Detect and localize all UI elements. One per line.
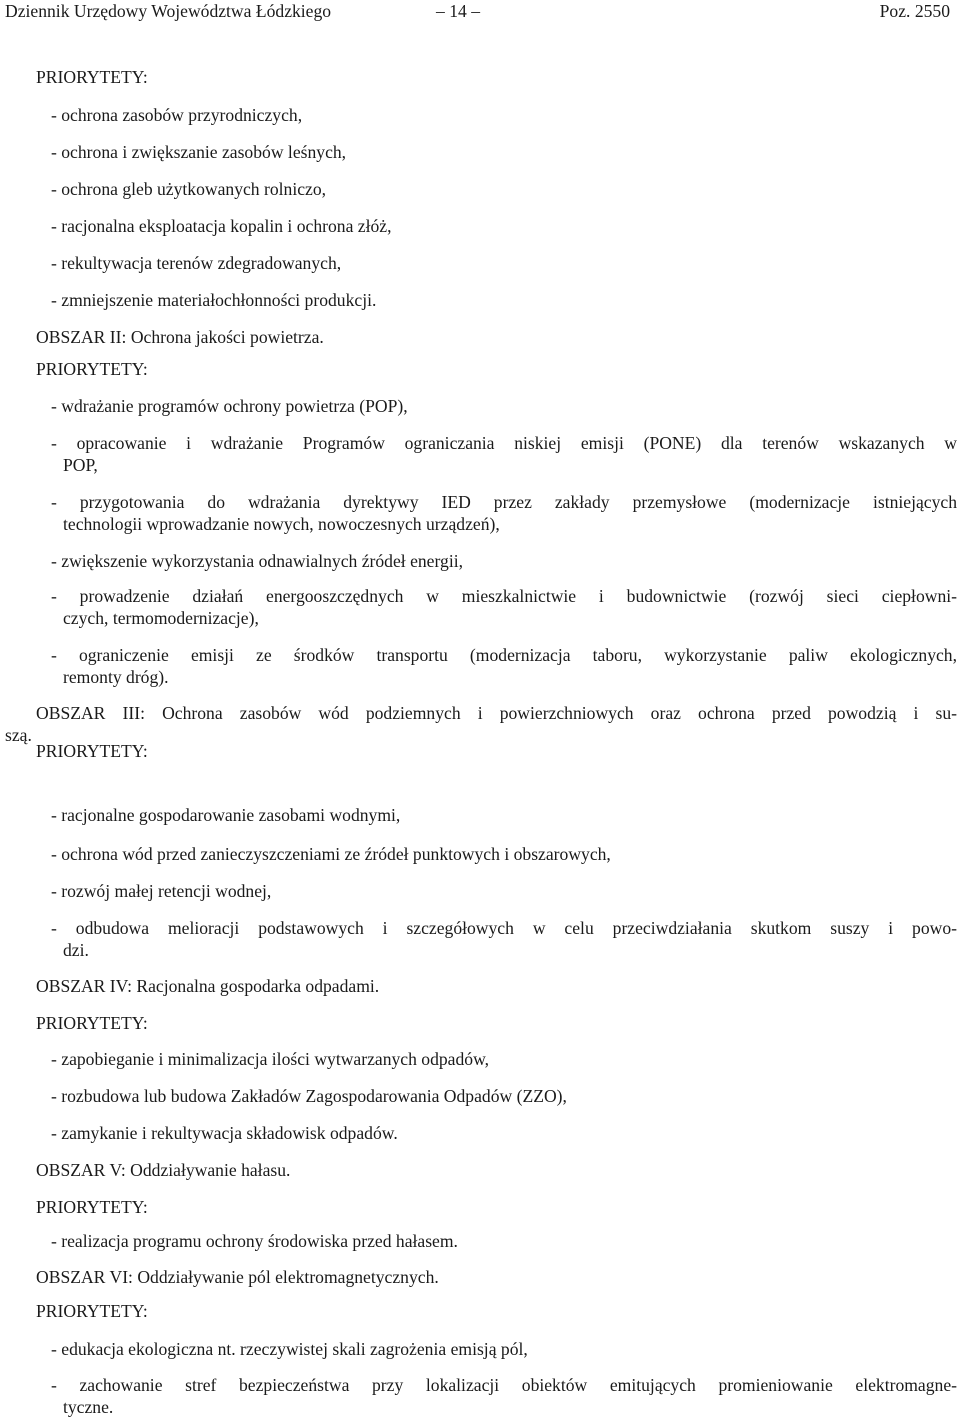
list-item: - rozbudowa lub budowa Zakładów Zagospodarowania Odpadów (ZZO), xyxy=(51,1086,567,1106)
list-item: - racjonalne gospodarowanie zasobami wodnymi, xyxy=(51,805,401,825)
list-item: - ochrona gleb użytkowanych rolniczo, xyxy=(51,179,327,199)
page-number: – 14 – xyxy=(436,1,480,21)
list-item: - racjonalna eksploatacja kopalin i ochrona złóż, xyxy=(51,216,392,236)
section-heading-continuation: szą. xyxy=(5,725,32,745)
list-item: - rozwój małej retencji wodnej, xyxy=(51,881,272,901)
list-item: - ochrona i zwiększanie zasobów leśnych, xyxy=(51,142,347,162)
list-item: - zwiększenie wykorzystania odnawialnych źródeł energii, xyxy=(51,551,463,571)
priorities-label: PRIORYTETY: xyxy=(36,741,148,761)
journal-title: Dziennik Urzędowy Województwa Łódzkiego xyxy=(5,1,332,21)
list-item: - ograniczenie emisji ze środków transportu (modernizacja taboru, wykorzystanie paliw ekologicznych, xyxy=(51,645,957,665)
position-number: Poz. 2550 xyxy=(879,1,950,21)
list-item: - przygotowania do wdrażania dyrektywy IED przez zakłady przemysłowe (modernizacje istniejących xyxy=(51,492,957,512)
list-item-continuation: technologii wprowadzanie nowych, nowoczesnych urządzeń), xyxy=(63,514,500,534)
list-item: - wdrażanie programów ochrony powietrza (POP), xyxy=(51,396,408,416)
list-item: - rekultywacja terenów zdegradowanych, xyxy=(51,253,342,273)
list-item: - edukacja ekologiczna nt. rzeczywistej skali zagrożenia emisją pól, xyxy=(51,1339,528,1359)
list-item: - ochrona wód przed zanieczyszczeniami ze źródeł punktowych i obszarowych, xyxy=(51,844,611,864)
priorities-label: PRIORYTETY: xyxy=(36,359,148,379)
list-item: - zmniejszenie materiałochłonności produkcji. xyxy=(51,290,377,310)
priorities-label: PRIORYTETY: xyxy=(36,1301,148,1321)
section-heading: OBSZAR V: Oddziaływanie hałasu. xyxy=(36,1160,291,1180)
list-item: - zapobieganie i minimalizacja ilości wytwarzanych odpadów, xyxy=(51,1049,490,1069)
list-item-continuation: czych, termomodernizacje), xyxy=(63,608,259,628)
list-item: - ochrona zasobów przyrodniczych, xyxy=(51,105,303,125)
list-item: - odbudowa melioracji podstawowych i szczegółowych w celu przeciwdziałania skutkom suszy i powo- xyxy=(51,918,957,938)
section-heading: OBSZAR VI: Oddziaływanie pól elektromagnetycznych. xyxy=(36,1267,439,1287)
list-item-continuation: POP, xyxy=(63,455,98,475)
section-heading: OBSZAR IV: Racjonalna gospodarka odpadami. xyxy=(36,976,380,996)
list-item: - zachowanie stref bezpieczeństwa przy lokalizacji obiektów emitujących promieniowanie elektromagne- xyxy=(51,1375,957,1395)
priorities-label: PRIORYTETY: xyxy=(36,1013,148,1033)
list-item: - zamykanie i rekultywacja składowisk odpadów. xyxy=(51,1123,398,1143)
section-heading: OBSZAR III: Ochrona zasobów wód podziemnych i powierzchniowych oraz ochrona przed powodzią i su- xyxy=(36,703,957,723)
section-heading: OBSZAR II: Ochrona jakości powietrza. xyxy=(36,327,324,347)
list-item-continuation: dzi. xyxy=(63,940,89,960)
priorities-label: PRIORYTETY: xyxy=(36,67,148,87)
priorities-label: PRIORYTETY: xyxy=(36,1197,148,1217)
list-item: - realizacja programu ochrony środowiska przed hałasem. xyxy=(51,1231,458,1251)
list-item: - prowadzenie działań energooszczędnych w mieszkalnictwie i budownictwie (rozwój sieci ciepłowni- xyxy=(51,586,957,606)
list-item: - opracowanie i wdrażanie Programów ograniczania niskiej emisji (PONE) dla terenów wskazanych w xyxy=(51,433,957,453)
page-header xyxy=(0,0,960,22)
list-item-continuation: tyczne. xyxy=(63,1397,114,1417)
list-item-continuation: remonty dróg). xyxy=(63,667,169,687)
